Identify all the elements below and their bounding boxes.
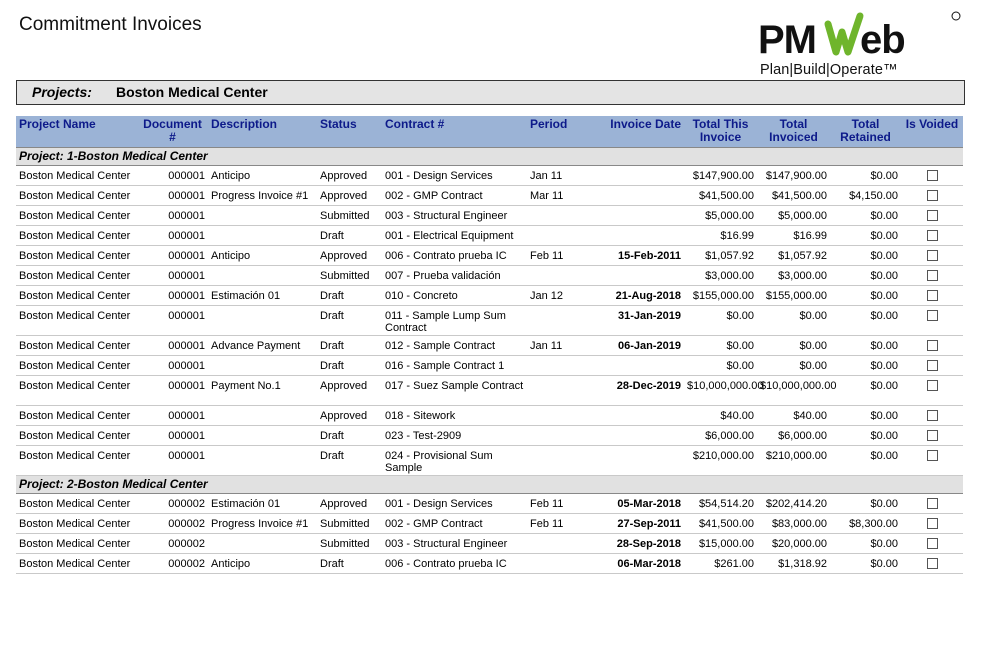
table-row[interactable] — [16, 554, 963, 574]
col-total-invoiced[interactable]: Total Invoiced — [757, 116, 830, 148]
cell-document-number: 000001 — [137, 226, 208, 246]
col-invoice-date[interactable]: Invoice Date — [589, 116, 684, 148]
cell-total-invoiced: $155,000.00 — [757, 286, 830, 306]
col-description[interactable]: Description — [208, 116, 317, 148]
cell-project-name: Boston Medical Center — [16, 554, 137, 574]
cell-document-number: 000002 — [137, 534, 208, 554]
cell-is-voided — [901, 186, 963, 206]
cell-period: Feb 11 — [527, 494, 589, 514]
cell-total-retained: $0.00 — [830, 406, 901, 426]
table-row[interactable] — [16, 514, 963, 534]
cell-description — [208, 426, 317, 446]
cell-contract-number: 006 - Contrato prueba IC — [382, 554, 527, 574]
cell-period — [527, 266, 589, 286]
cell-project-name: Boston Medical Center — [16, 514, 137, 534]
cell-total-invoiced: $0.00 — [757, 306, 830, 336]
cell-total-invoiced: $83,000.00 — [757, 514, 830, 534]
cell-status: Approved — [317, 376, 382, 406]
cell-period: Jan 12 — [527, 286, 589, 306]
cell-description — [208, 406, 317, 426]
is-voided-checkbox[interactable] — [927, 360, 938, 371]
cell-total-invoiced: $20,000.00 — [757, 534, 830, 554]
is-voided-checkbox[interactable] — [927, 190, 938, 201]
cell-contract-number: 002 - GMP Contract — [382, 514, 527, 534]
cell-project-name: Boston Medical Center — [16, 376, 137, 406]
cell-invoice-date: 28-Dec-2019 — [589, 376, 684, 406]
cell-description: Progress Invoice #1 — [208, 514, 317, 534]
cell-project-name: Boston Medical Center — [16, 336, 137, 356]
svg-text:PM: PM — [758, 18, 816, 62]
cell-document-number: 000001 — [137, 206, 208, 226]
is-voided-checkbox[interactable] — [927, 518, 938, 529]
cell-invoice-date: 06-Jan-2019 — [589, 336, 684, 356]
cell-invoice-date — [589, 206, 684, 226]
cell-is-voided — [901, 426, 963, 446]
cell-total-retained: $0.00 — [830, 206, 901, 226]
project-group-header — [16, 148, 963, 166]
projects-filter-bar — [16, 80, 965, 105]
cell-total-retained: $0.00 — [830, 336, 901, 356]
cell-description — [208, 266, 317, 286]
col-total-this-invoice[interactable]: Total This Invoice — [684, 116, 757, 148]
cell-total-invoiced: $202,414.20 — [757, 494, 830, 514]
col-status[interactable]: Status — [317, 116, 382, 148]
cell-is-voided — [901, 446, 963, 476]
cell-total-this-invoice: $0.00 — [684, 356, 757, 376]
cell-is-voided — [901, 376, 963, 406]
cell-total-retained: $0.00 — [830, 306, 901, 336]
cell-description: Estimación 01 — [208, 494, 317, 514]
cell-period: Feb 11 — [527, 246, 589, 266]
cell-document-number: 000001 — [137, 286, 208, 306]
cell-document-number: 000001 — [137, 336, 208, 356]
table-row[interactable] — [16, 356, 963, 376]
cell-status: Approved — [317, 494, 382, 514]
is-voided-checkbox[interactable] — [927, 410, 938, 421]
cell-total-invoiced: $0.00 — [757, 356, 830, 376]
cell-contract-number: 017 - Suez Sample Contract — [382, 376, 527, 406]
cell-description — [208, 206, 317, 226]
cell-invoice-date: 15-Feb-2011 — [589, 246, 684, 266]
cell-total-this-invoice: $147,900.00 — [684, 166, 757, 186]
projects-label: Projects: — [32, 84, 92, 100]
cell-total-invoiced: $10,000,000.00 — [757, 376, 830, 406]
table-row[interactable] — [16, 186, 963, 206]
svg-text:eb: eb — [860, 18, 905, 62]
cell-is-voided — [901, 534, 963, 554]
cell-description — [208, 446, 317, 476]
cell-total-this-invoice: $0.00 — [684, 306, 757, 336]
table-row[interactable] — [16, 376, 963, 406]
cell-is-voided — [901, 336, 963, 356]
cell-total-retained: $0.00 — [830, 356, 901, 376]
cell-project-name: Boston Medical Center — [16, 226, 137, 246]
cell-period — [527, 554, 589, 574]
cell-invoice-date — [589, 166, 684, 186]
cell-is-voided — [901, 206, 963, 226]
cell-contract-number: 012 - Sample Contract — [382, 336, 527, 356]
cell-invoice-date: 06-Mar-2018 — [589, 554, 684, 574]
cell-total-invoiced: $0.00 — [757, 336, 830, 356]
cell-total-invoiced: $40.00 — [757, 406, 830, 426]
cell-total-this-invoice: $16.99 — [684, 226, 757, 246]
cell-document-number: 000002 — [137, 494, 208, 514]
cell-is-voided — [901, 514, 963, 534]
cell-invoice-date — [589, 356, 684, 376]
cell-total-this-invoice: $6,000.00 — [684, 426, 757, 446]
col-is-voided[interactable]: Is Voided — [901, 116, 963, 148]
is-voided-checkbox[interactable] — [927, 430, 938, 441]
cell-invoice-date — [589, 226, 684, 246]
cell-contract-number: 006 - Contrato prueba IC — [382, 246, 527, 266]
cell-status: Approved — [317, 246, 382, 266]
cell-total-retained: $0.00 — [830, 166, 901, 186]
cell-invoice-date — [589, 426, 684, 446]
is-voided-checkbox[interactable] — [927, 310, 938, 321]
cell-description: Anticipo — [208, 554, 317, 574]
cell-description — [208, 226, 317, 246]
cell-is-voided — [901, 554, 963, 574]
cell-description — [208, 306, 317, 336]
is-voided-checkbox[interactable] — [927, 170, 938, 181]
cell-contract-number: 001 - Electrical Equipment — [382, 226, 527, 246]
is-voided-checkbox[interactable] — [927, 340, 938, 351]
cell-project-name: Boston Medical Center — [16, 446, 137, 476]
cell-total-invoiced: $41,500.00 — [757, 186, 830, 206]
cell-period: Mar 11 — [527, 186, 589, 206]
is-voided-checkbox[interactable] — [927, 290, 938, 301]
is-voided-checkbox[interactable] — [927, 270, 938, 281]
cell-total-retained: $0.00 — [830, 246, 901, 266]
cell-total-invoiced: $5,000.00 — [757, 206, 830, 226]
cell-period — [527, 534, 589, 554]
cell-invoice-date — [589, 446, 684, 476]
cell-description: Anticipo — [208, 246, 317, 266]
cell-project-name: Boston Medical Center — [16, 534, 137, 554]
cell-total-invoiced: $6,000.00 — [757, 426, 830, 446]
cell-is-voided — [901, 356, 963, 376]
cell-document-number: 000002 — [137, 554, 208, 574]
cell-contract-number: 007 - Prueba validación — [382, 266, 527, 286]
table-row[interactable] — [16, 206, 963, 226]
cell-total-retained: $0.00 — [830, 286, 901, 306]
table-row[interactable] — [16, 286, 963, 306]
cell-status: Draft — [317, 226, 382, 246]
cell-document-number: 000001 — [137, 426, 208, 446]
cell-total-this-invoice: $41,500.00 — [684, 186, 757, 206]
table-row[interactable] — [16, 426, 963, 446]
cell-status: Draft — [317, 446, 382, 476]
is-voided-checkbox[interactable] — [927, 538, 938, 549]
cell-total-retained: $8,300.00 — [830, 514, 901, 534]
cell-contract-number: 001 - Design Services — [382, 494, 527, 514]
cell-document-number: 000001 — [137, 186, 208, 206]
cell-invoice-date: 05-Mar-2018 — [589, 494, 684, 514]
cell-invoice-date: 27-Sep-2011 — [589, 514, 684, 534]
table-row[interactable] — [16, 226, 963, 246]
is-voided-checkbox[interactable] — [927, 498, 938, 509]
cell-total-retained: $0.00 — [830, 226, 901, 246]
cell-invoice-date — [589, 266, 684, 286]
cell-is-voided — [901, 246, 963, 266]
cell-total-retained: $0.00 — [830, 554, 901, 574]
cell-status: Draft — [317, 554, 382, 574]
cell-period — [527, 206, 589, 226]
cell-total-retained: $0.00 — [830, 446, 901, 476]
cell-contract-number: 003 - Structural Engineer — [382, 206, 527, 226]
cell-project-name: Boston Medical Center — [16, 406, 137, 426]
project-group-label: Project: 1-Boston Medical Center — [16, 148, 963, 166]
cell-project-name: Boston Medical Center — [16, 356, 137, 376]
cell-total-this-invoice: $210,000.00 — [684, 446, 757, 476]
cell-contract-number: 016 - Sample Contract 1 — [382, 356, 527, 376]
cell-document-number: 000001 — [137, 166, 208, 186]
cell-total-retained: $0.00 — [830, 266, 901, 286]
pmweb-logo-mark — [756, 10, 966, 62]
cell-period — [527, 226, 589, 246]
cell-contract-number: 018 - Sitework — [382, 406, 527, 426]
cell-period — [527, 406, 589, 426]
cell-total-retained: $0.00 — [830, 426, 901, 446]
cell-total-retained: $0.00 — [830, 494, 901, 514]
cell-project-name: Boston Medical Center — [16, 286, 137, 306]
cell-contract-number: 011 - Sample Lump Sum Contract — [382, 306, 527, 336]
invoices-table — [16, 116, 963, 574]
cell-invoice-date: 21-Aug-2018 — [589, 286, 684, 306]
cell-status: Approved — [317, 186, 382, 206]
cell-project-name: Boston Medical Center — [16, 494, 137, 514]
cell-total-this-invoice: $261.00 — [684, 554, 757, 574]
cell-status: Draft — [317, 426, 382, 446]
cell-description: Anticipo — [208, 166, 317, 186]
cell-total-this-invoice: $155,000.00 — [684, 286, 757, 306]
cell-contract-number: 001 - Design Services — [382, 166, 527, 186]
cell-project-name: Boston Medical Center — [16, 206, 137, 226]
cell-document-number: 000001 — [137, 376, 208, 406]
cell-period — [527, 426, 589, 446]
cell-document-number: 000001 — [137, 446, 208, 476]
cell-total-this-invoice: $15,000.00 — [684, 534, 757, 554]
cell-contract-number: 010 - Concreto — [382, 286, 527, 306]
cell-status: Draft — [317, 356, 382, 376]
table-row[interactable] — [16, 406, 963, 426]
cell-is-voided — [901, 266, 963, 286]
col-period[interactable]: Period — [527, 116, 589, 148]
cell-is-voided — [901, 286, 963, 306]
cell-total-retained: $0.00 — [830, 376, 901, 406]
cell-document-number: 000001 — [137, 246, 208, 266]
table-row[interactable] — [16, 446, 963, 476]
report-title: Commitment Invoices — [19, 14, 202, 35]
cell-total-retained: $4,150.00 — [830, 186, 901, 206]
project-group-label: Project: 2-Boston Medical Center — [16, 476, 963, 494]
pmweb-logo — [756, 10, 966, 82]
cell-period: Feb 11 — [527, 514, 589, 534]
is-voided-checkbox[interactable] — [927, 450, 938, 461]
cell-total-invoiced: $16.99 — [757, 226, 830, 246]
cell-total-retained: $0.00 — [830, 534, 901, 554]
cell-total-invoiced: $147,900.00 — [757, 166, 830, 186]
project-group-header — [16, 476, 963, 494]
cell-total-this-invoice: $0.00 — [684, 336, 757, 356]
cell-status: Submitted — [317, 534, 382, 554]
cell-total-this-invoice: $5,000.00 — [684, 206, 757, 226]
cell-project-name: Boston Medical Center — [16, 266, 137, 286]
is-voided-checkbox[interactable] — [927, 230, 938, 241]
cell-contract-number: 024 - Provisional Sum Sample — [382, 446, 527, 476]
cell-period — [527, 376, 589, 406]
cell-document-number: 000001 — [137, 356, 208, 376]
cell-period: Jan 11 — [527, 166, 589, 186]
cell-period — [527, 356, 589, 376]
cell-total-invoiced: $1,057.92 — [757, 246, 830, 266]
cell-total-invoiced: $3,000.00 — [757, 266, 830, 286]
table-row[interactable] — [16, 306, 963, 336]
cell-project-name: Boston Medical Center — [16, 246, 137, 266]
cell-description — [208, 356, 317, 376]
cell-status: Approved — [317, 166, 382, 186]
cell-project-name: Boston Medical Center — [16, 306, 137, 336]
is-voided-checkbox[interactable] — [927, 558, 938, 569]
cell-document-number: 000002 — [137, 514, 208, 534]
table-row[interactable] — [16, 166, 963, 186]
col-total-retained[interactable]: Total Retained — [830, 116, 901, 148]
col-contract-number[interactable]: Contract # — [382, 116, 527, 148]
cell-document-number: 000001 — [137, 306, 208, 336]
cell-description: Estimación 01 — [208, 286, 317, 306]
is-voided-checkbox[interactable] — [927, 250, 938, 261]
cell-invoice-date: 28-Sep-2018 — [589, 534, 684, 554]
cell-invoice-date: 31-Jan-2019 — [589, 306, 684, 336]
cell-status: Submitted — [317, 266, 382, 286]
cell-total-this-invoice: $10,000,000.00 — [684, 376, 757, 406]
cell-contract-number: 023 - Test-2909 — [382, 426, 527, 446]
table-row[interactable] — [16, 534, 963, 554]
cell-is-voided — [901, 226, 963, 246]
cell-period — [527, 306, 589, 336]
col-project-name[interactable]: Project Name — [16, 116, 137, 148]
cell-total-this-invoice: $3,000.00 — [684, 266, 757, 286]
cell-total-this-invoice: $40.00 — [684, 406, 757, 426]
cell-document-number: 000001 — [137, 406, 208, 426]
table-row[interactable] — [16, 336, 963, 356]
cell-description — [208, 534, 317, 554]
cell-is-voided — [901, 494, 963, 514]
table-header-row — [16, 116, 963, 148]
cell-is-voided — [901, 166, 963, 186]
cell-total-this-invoice: $1,057.92 — [684, 246, 757, 266]
is-voided-checkbox[interactable] — [927, 380, 938, 391]
cell-project-name: Boston Medical Center — [16, 186, 137, 206]
logo-tagline: Plan|Build|Operate™ — [760, 62, 898, 78]
col-document-number[interactable]: Document # — [137, 116, 208, 148]
cell-total-invoiced: $1,318.92 — [757, 554, 830, 574]
cell-total-invoiced: $210,000.00 — [757, 446, 830, 476]
cell-status: Approved — [317, 406, 382, 426]
cell-period — [527, 446, 589, 476]
cell-status: Draft — [317, 306, 382, 336]
cell-description: Advance Payment — [208, 336, 317, 356]
cell-document-number: 000001 — [137, 266, 208, 286]
cell-status: Draft — [317, 286, 382, 306]
cell-project-name: Boston Medical Center — [16, 166, 137, 186]
table-row[interactable] — [16, 494, 963, 514]
table-row[interactable] — [16, 246, 963, 266]
table-row[interactable] — [16, 266, 963, 286]
cell-total-this-invoice: $54,514.20 — [684, 494, 757, 514]
cell-contract-number: 003 - Structural Engineer — [382, 534, 527, 554]
cell-project-name: Boston Medical Center — [16, 426, 137, 446]
cell-status: Draft — [317, 336, 382, 356]
cell-contract-number: 002 - GMP Contract — [382, 186, 527, 206]
cell-description: Payment No.1 — [208, 376, 317, 406]
cell-period: Jan 11 — [527, 336, 589, 356]
projects-value: Boston Medical Center — [116, 84, 268, 100]
cell-status: Submitted — [317, 206, 382, 226]
cell-description: Progress Invoice #1 — [208, 186, 317, 206]
cell-is-voided — [901, 306, 963, 336]
cell-total-this-invoice: $41,500.00 — [684, 514, 757, 534]
is-voided-checkbox[interactable] — [927, 210, 938, 221]
cell-is-voided — [901, 406, 963, 426]
cell-status: Submitted — [317, 514, 382, 534]
cell-invoice-date — [589, 186, 684, 206]
cell-invoice-date — [589, 406, 684, 426]
